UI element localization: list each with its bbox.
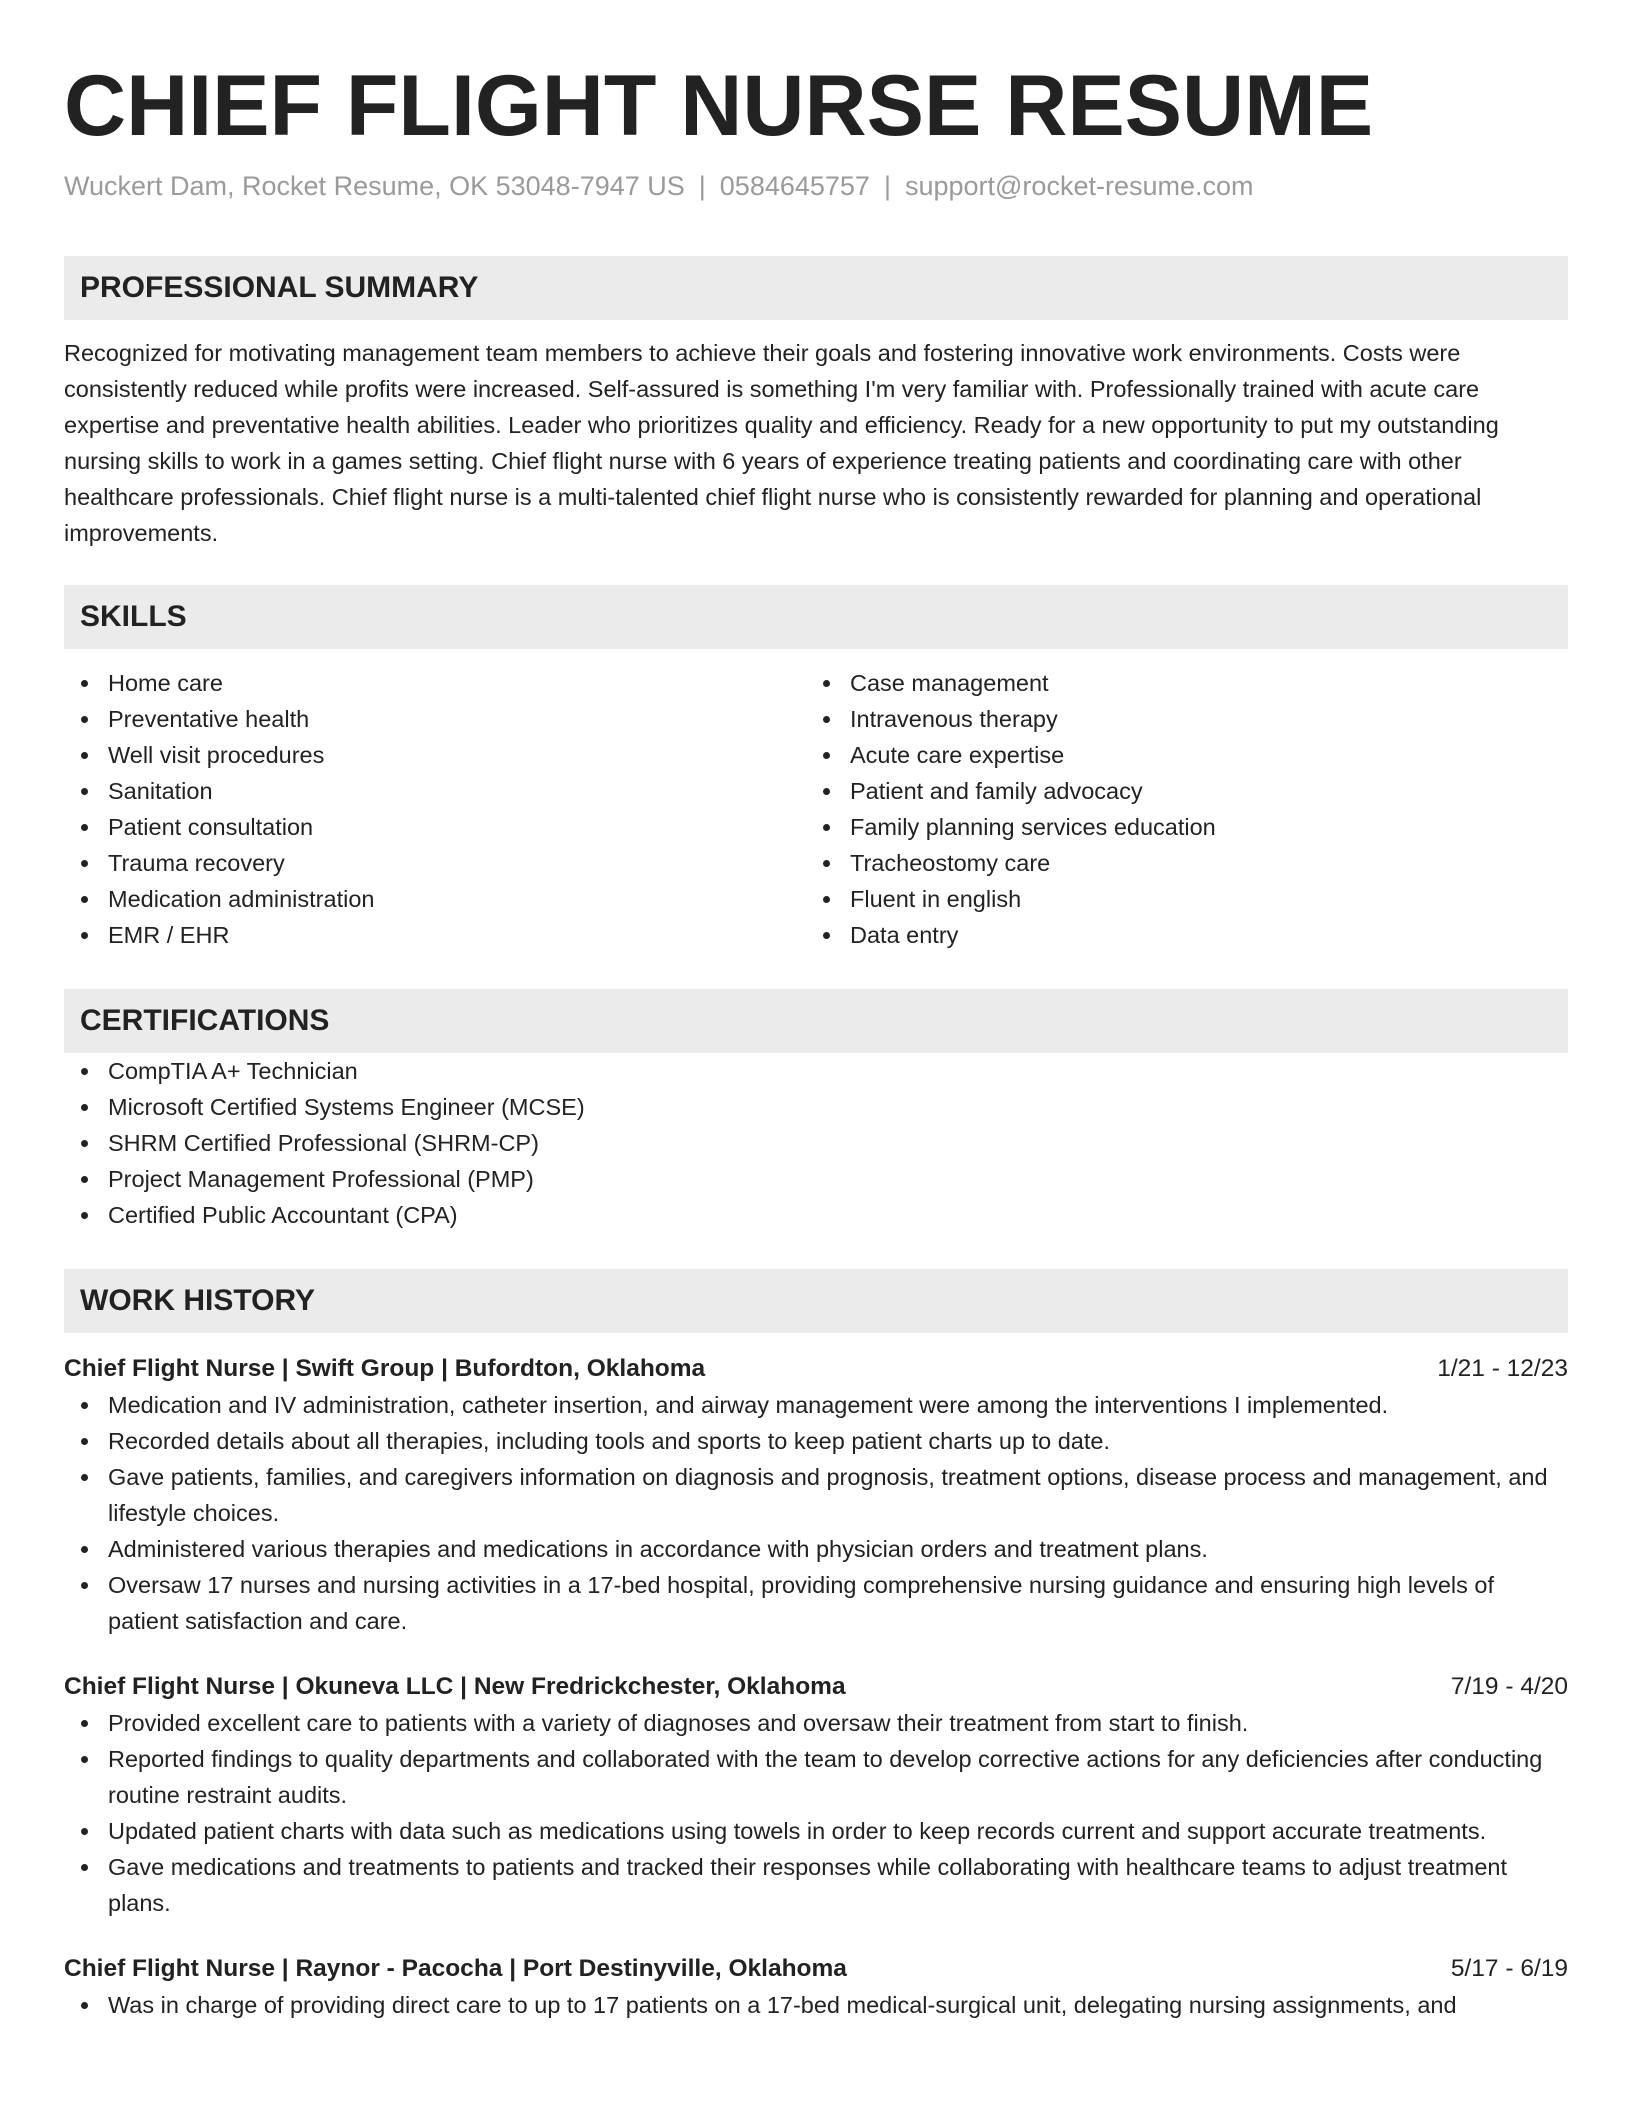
skill-item: Family planning services education	[806, 809, 1548, 845]
job-duty: Recorded details about all therapies, including tools and sports to keep patient charts up to date.	[64, 1423, 1568, 1459]
skill-item: Acute care expertise	[806, 737, 1548, 773]
skills-heading: SKILLS	[64, 585, 1568, 649]
contact-email: support@rocket-resume.com	[904, 171, 1254, 201]
job-duty: Updated patient charts with data such as medications using towels in order to keep records current and support accurate treatments.	[64, 1813, 1568, 1849]
skill-item: Trauma recovery	[64, 845, 806, 881]
job-dates: 1/21 - 12/23	[1437, 1355, 1568, 1382]
contact-separator: |	[883, 171, 891, 201]
skill-item: Home care	[64, 665, 806, 701]
skill-item: Tracheostomy care	[806, 845, 1548, 881]
skills-column-left	[64, 665, 806, 953]
skill-item: Patient consultation	[64, 809, 806, 845]
job-entry	[64, 1351, 1568, 1639]
job-duty: Gave patients, families, and caregivers information on diagnosis and prognosis, treatment options, disease process and management, and lifestyle choices.	[64, 1459, 1568, 1531]
certifications-heading: CERTIFICATIONS	[64, 989, 1568, 1053]
job-header	[64, 1669, 1568, 1705]
skills-columns	[64, 665, 1568, 953]
certification-item: CompTIA A+ Technician	[64, 1053, 1568, 1089]
certification-item: SHRM Certified Professional (SHRM-CP)	[64, 1125, 1568, 1161]
certification-item: Microsoft Certified Systems Engineer (MCSE)	[64, 1089, 1568, 1125]
job-duty: Was in charge of providing direct care to up to 17 patients on a 17-bed medical-surgical unit, delegating nursing assignments, and	[64, 1987, 1568, 2023]
skill-item: Data entry	[806, 917, 1548, 953]
job-header	[64, 1351, 1568, 1387]
job-header	[64, 1951, 1568, 1987]
job-dates: 7/19 - 4/20	[1450, 1673, 1568, 1700]
job-duties-list	[64, 1705, 1568, 1921]
skills-list-left	[64, 665, 806, 953]
job-title: Chief Flight Nurse | Raynor - Pacocha | Port Destinyville, Oklahoma	[64, 1955, 847, 1982]
job-duty: Provided excellent care to patients with a variety of diagnoses and oversaw their treatment from start to finish.	[64, 1705, 1568, 1741]
job-duty: Oversaw 17 nurses and nursing activities in a 17-bed hospital, providing comprehensive nursing guidance and ensuring high levels of patient satisfaction and care.	[64, 1567, 1568, 1639]
skill-item: Case management	[806, 665, 1548, 701]
summary-text: Recognized for motivating management team members to achieve their goals and fostering innovative work environments. Costs were consistently reduced while profits were increased. Self-assured is something I'm very familiar with. Professionally trained with acute care expertise and preventative health abilities. Leader who prioritizes quality and efficiency. Ready for a new opportunity to put my outstanding nursing skills to work in a games setting. Chief flight nurse with 6 years of experience treating patients and coordinating care with other healthcare professionals. Chief flight nurse is a multi-talented chief flight nurse who is consistently rewarded for planning and operational improvements.	[64, 340, 1499, 546]
contact-line	[64, 168, 1568, 204]
summary-heading: PROFESSIONAL SUMMARY	[64, 256, 1568, 320]
skills-column-right	[806, 665, 1548, 953]
job-duty: Medication and IV administration, catheter insertion, and airway management were among the interventions I implemented.	[64, 1387, 1568, 1423]
skill-item: Medication administration	[64, 881, 806, 917]
skill-item: Preventative health	[64, 701, 806, 737]
skill-item: Fluent in english	[806, 881, 1548, 917]
job-entry	[64, 1669, 1568, 1921]
skill-item: Sanitation	[64, 773, 806, 809]
skill-item: Intravenous therapy	[806, 701, 1548, 737]
certification-item: Project Management Professional (PMP)	[64, 1161, 1568, 1197]
job-title: Chief Flight Nurse | Okuneva LLC | New Fredrickchester, Oklahoma	[64, 1673, 846, 1700]
work-history-heading: WORK HISTORY	[64, 1269, 1568, 1333]
skill-item: Patient and family advocacy	[806, 773, 1548, 809]
job-duty: Administered various therapies and medications in accordance with physician orders and treatment plans.	[64, 1531, 1568, 1567]
contact-phone: 0584645757	[719, 171, 870, 201]
job-entry	[64, 1951, 1568, 2023]
skill-item: EMR / EHR	[64, 917, 806, 953]
job-duties-list	[64, 1987, 1568, 2023]
job-duty: Reported findings to quality departments and collaborated with the team to develop corrective actions for any deficiencies after conducting routine restraint audits.	[64, 1741, 1568, 1813]
contact-separator: |	[698, 171, 706, 201]
skills-list-right	[806, 665, 1548, 953]
certifications-list	[64, 1053, 1568, 1233]
certification-item: Certified Public Accountant (CPA)	[64, 1197, 1568, 1233]
job-dates: 5/17 - 6/19	[1450, 1955, 1568, 1982]
contact-address: Wuckert Dam, Rocket Resume, OK 53048-7947 US	[64, 171, 685, 201]
job-duties-list	[64, 1387, 1568, 1639]
job-duty: Gave medications and treatments to patients and tracked their responses while collaborating with healthcare teams to adjust treatment plans.	[64, 1849, 1568, 1921]
skill-item: Well visit procedures	[64, 737, 806, 773]
job-title: Chief Flight Nurse | Swift Group | Bufordton, Oklahoma	[64, 1355, 706, 1382]
resume-title: CHIEF FLIGHT NURSE RESUME	[64, 58, 1374, 154]
